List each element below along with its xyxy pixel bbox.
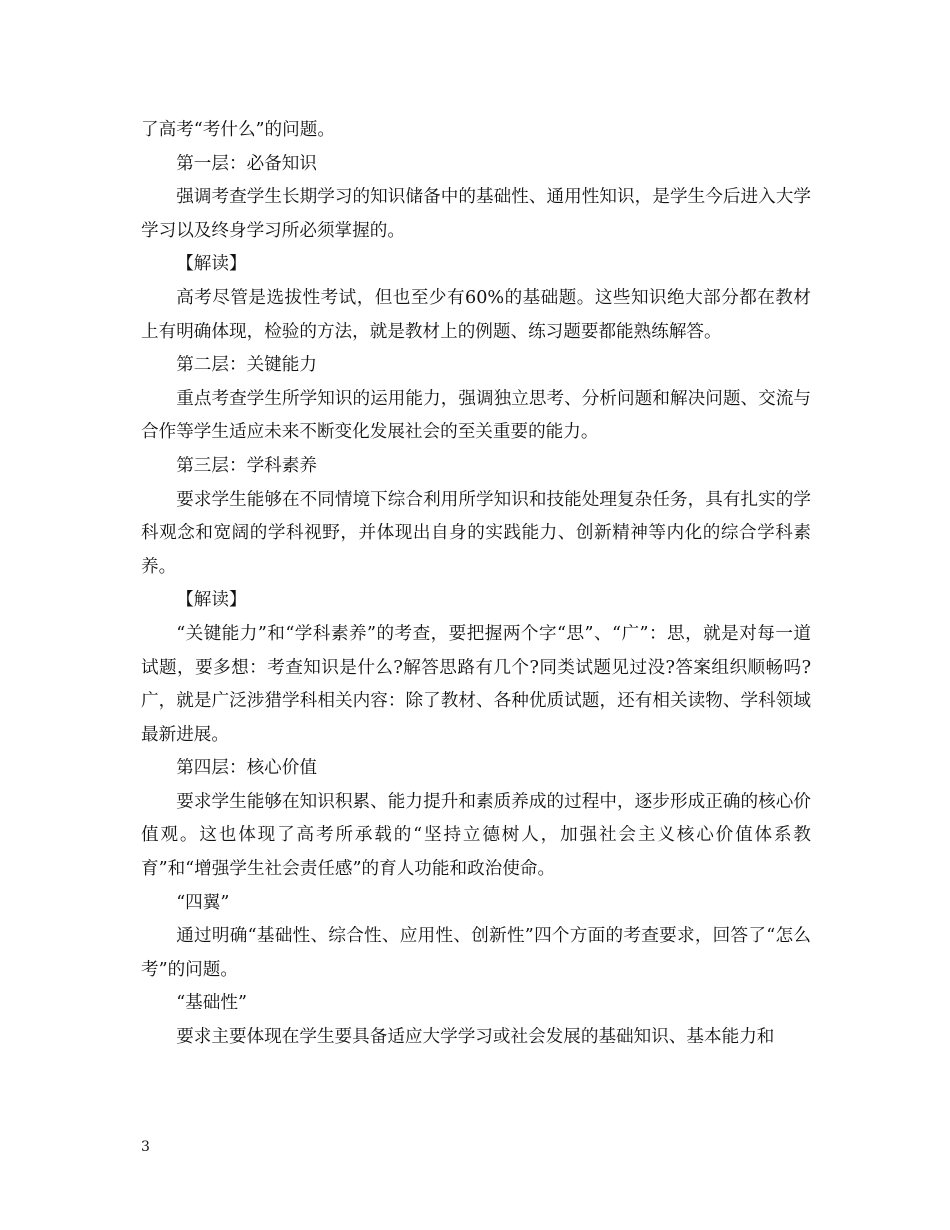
paragraph: 高考尽管是选拔性考试，但也至少有60%的基础题。这些知识绝大部分都在教材上有明确体现，检验的方法，就是教材上的例题、练习题要都能熟练解答。 xyxy=(141,287,811,342)
paragraph: 强调考查学生长期学习的知识储备中的基础性、通用性知识，是学生今后进入大学学习以及终身学习所必须掌握的。 xyxy=(141,187,811,241)
paragraph: 要求主要体现在学生要具备适应大学学习或社会发展的基础知识、基本能力和 xyxy=(176,1027,775,1048)
paragraph: 第二层：关键能力 xyxy=(176,355,317,376)
paragraph: 【解读】 xyxy=(176,590,247,611)
paragraph: 通过明确“基础性、综合性、应用性、创新性”四个方面的考查要求，回答了“怎么考”的问题。 xyxy=(141,926,811,980)
paragraph: 第一层：必备知识 xyxy=(176,153,317,174)
body-text xyxy=(141,114,811,1055)
paragraph: 重点考查学生所学知识的运用能力，强调独立思考、分析问题和解决问题、交流与合作等学生适应未来不断变化发展社会的至关重要的能力。 xyxy=(141,388,811,443)
paragraph: 要求学生能够在知识积累、能力提升和素质养成的过程中，逐步形成正确的核心价值观。这也体现了高考所承载的“坚持立德树人，加强社会主义核心价值体系教育”和“增强学生社会责任感”的育人功能和政治使命。 xyxy=(141,791,811,880)
paragraph: “基础性” xyxy=(176,993,247,1014)
page-number: 3 xyxy=(141,1139,150,1155)
paragraph: 第三层：学科素养 xyxy=(176,455,317,476)
paragraph: “四翼” xyxy=(176,892,230,913)
paragraph: 第四层：核心价值 xyxy=(176,758,317,779)
paragraph: 【解读】 xyxy=(176,254,247,275)
paragraph: 了高考“考什么”的问题。 xyxy=(141,120,335,140)
paragraph: “关键能力”和“学科素养”的考查，要把握两个字“思”、“广”：思，就是对每一道试题，要多想：考查知识是什么?解答思路有几个?同类试题见过没?答案组织顺畅吗?广，就是广泛涉猎学科相关内容：除了教材、各种优质试题，还有相关读物、学科领域最新进展。 xyxy=(141,623,811,745)
paragraph: 要求学生能够在不同情境下综合利用所学知识和技能处理复杂任务，具有扎实的学科观念和宽阔的学科视野，并体现出自身的实践能力、创新精神等内化的综合学科素养。 xyxy=(141,489,811,577)
